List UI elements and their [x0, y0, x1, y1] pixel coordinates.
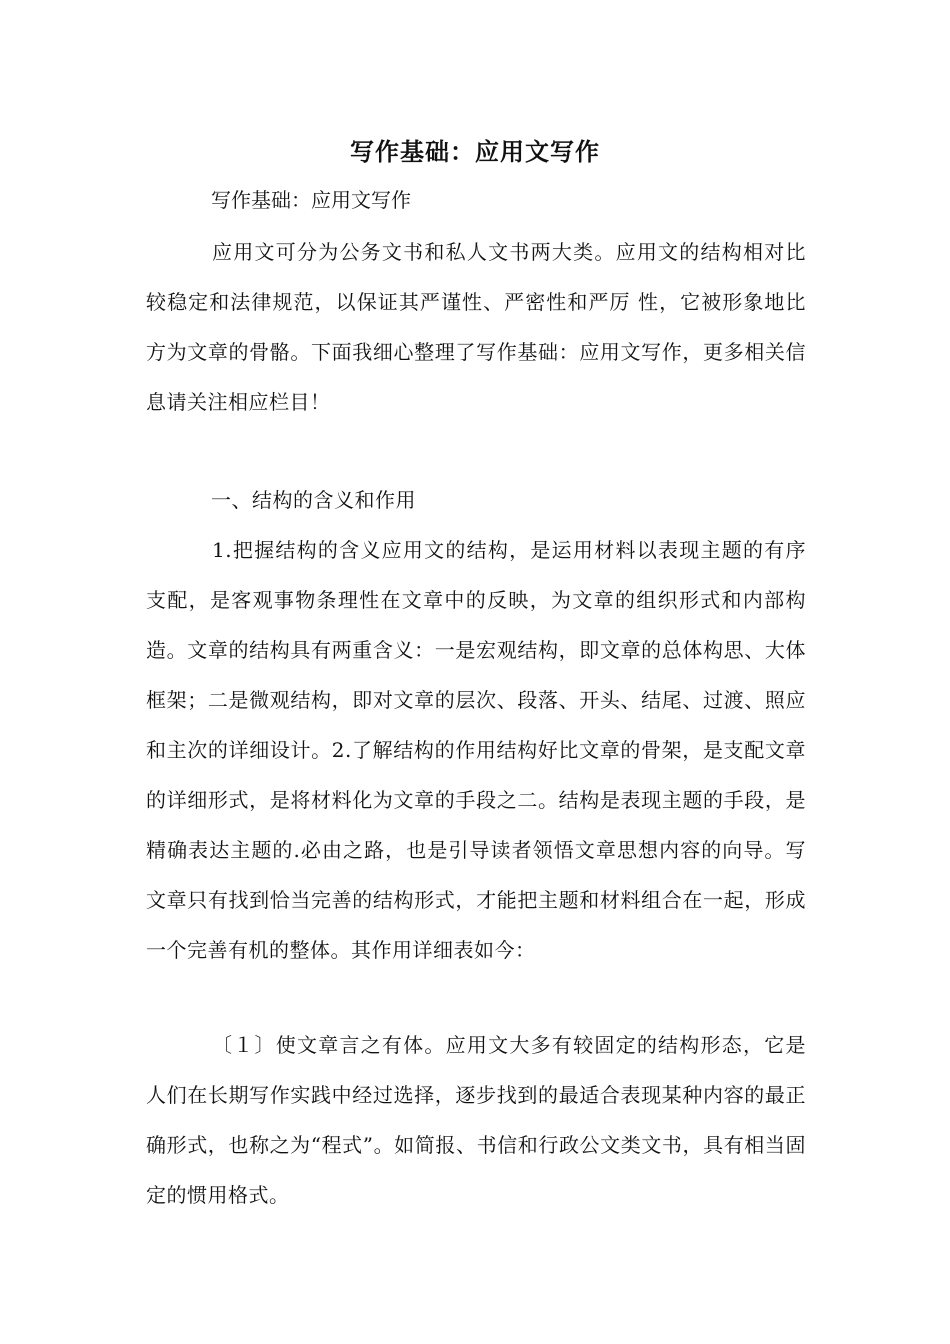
- document-subtitle: 写作基础：应用文写作: [211, 188, 411, 212]
- intro-paragraph: 应用文可分为公务文书和私人文书两大类。应用文的结构相对比较稳定和法律规范，以保证其严谨性、严密性和严厉 性，它被形象地比方为文章的骨骼。下面我细心整理了写作基础：应用文写作，更多相关信息请关注相应栏目！: [146, 240, 806, 414]
- structure-paragraph: 1.把握结构的含义应用文的结构，是运用材料以表现主题的有序支配，是客观事物条理性在文章中的反映，为文章的组织形式和内部构造。文章的结构具有两重含义：一是宏观结构，即文章的总体构思、大体框架；二是微观结构，即对文章的层次、段落、开头、结尾、过渡、照应和主次的详细设计。2.了解结构的作用结构好比文章的骨架，是支配文章的详细形式，是将材料化为文章的手段之二。结构是表现主题的手段，是精确表达主题的.必由之路，也是引导读者领悟文章思想内容的向导。写文章只有找到恰当完善的结构形式，才能把主题和材料组合在一起，形成一个完善有机的整体。其作用详细表如今：: [146, 538, 806, 962]
- document-title: 写作基础：应用文写作: [350, 137, 600, 166]
- section-heading: 一、结构的含义和作用: [211, 488, 416, 512]
- function-paragraph: 〔１〕使文章言之有体。应用文大多有较固定的结构形态，它是人们在长期写作实践中经过选择，逐步找到的最适合表现某种内容的最正确形式，也称之为“程式”。如简报、书信和行政公文类文书，具有相当固定的惯用格式。: [146, 1033, 806, 1207]
